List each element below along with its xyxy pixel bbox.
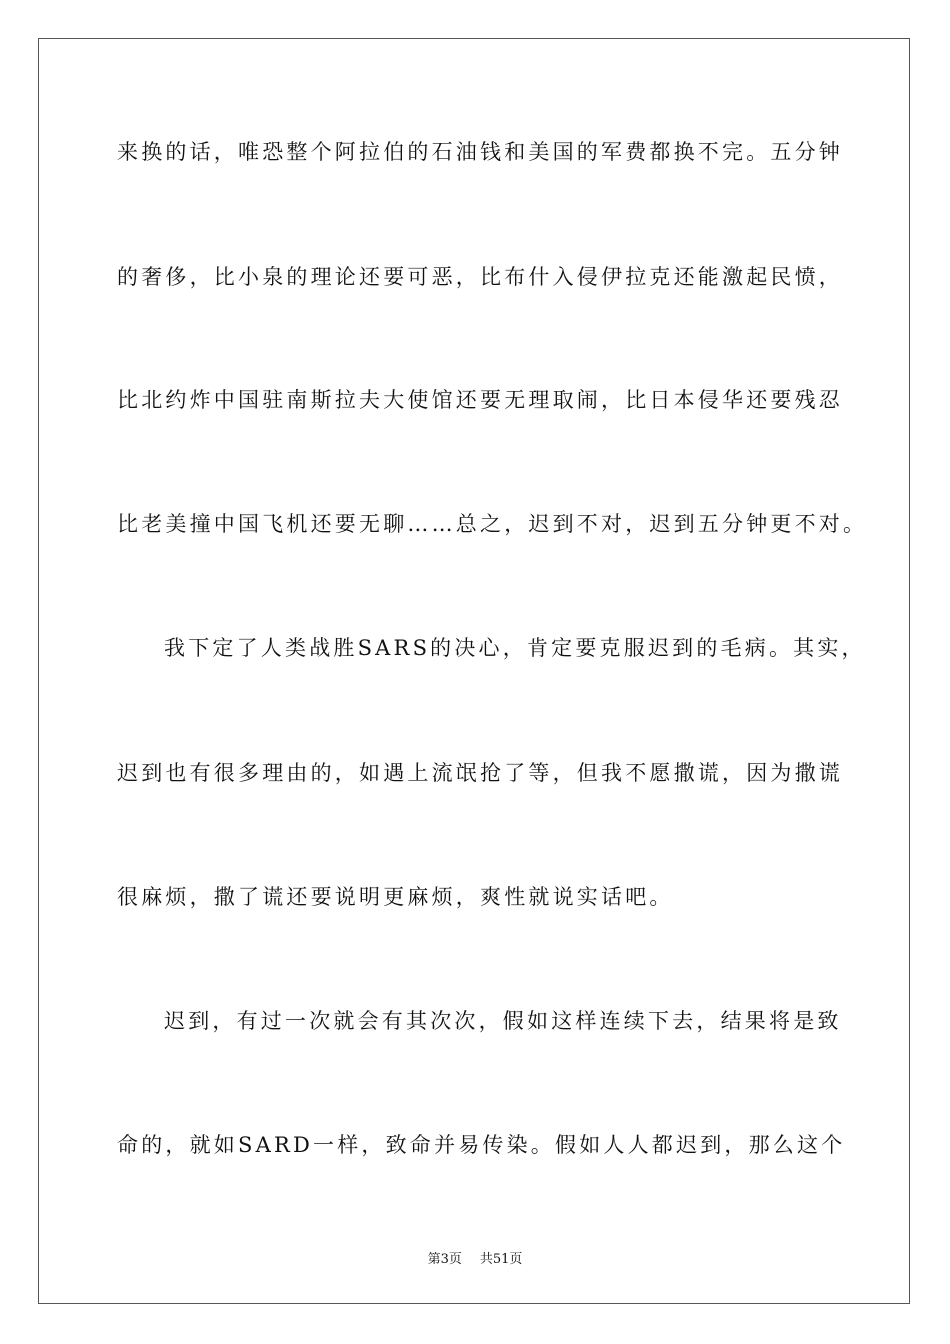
total-pages: 共51页 — [479, 1252, 523, 1267]
text-line-6: 迟到也有很多理由的，如遇上流氓抢了等，但我不愿撒谎，因为撒谎 — [117, 761, 843, 785]
text-line-4: 比老美撞中国飞机还要无聊……总之，迟到不对，迟到五分钟更不对。 — [117, 512, 868, 536]
text-line-3: 比北约炸中国驻南斯拉夫大使馆还要无理取闹，比日本侵华还要残忍 — [117, 388, 843, 412]
page-border — [38, 38, 910, 1304]
text-line-7: 很麻烦，撒了谎还要说明更麻烦，爽性就说实话吧。 — [117, 885, 674, 909]
paragraph-start-line-8: 迟到，有过一次就会有其次次，假如这样连续下去，结果将是致 — [164, 1009, 842, 1033]
page-number: 第3页 — [427, 1252, 462, 1267]
page-footer — [0, 1248, 950, 1267]
paragraph-start-line-5: 我下定了人类战胜SARS的决心，肯定要克服迟到的毛病。其实， — [164, 636, 866, 660]
text-line-2: 的奢侈，比小泉的理论还要可恶，比布什入侵伊拉克还能激起民愤， — [117, 265, 843, 289]
text-line-1: 来换的话，唯恐整个阿拉伯的石油钱和美国的军费都换不完。五分钟 — [117, 140, 843, 164]
text-line-9: 命的，就如SARD一样，致命并易传染。假如人人都迟到，那么这个 — [117, 1133, 846, 1157]
